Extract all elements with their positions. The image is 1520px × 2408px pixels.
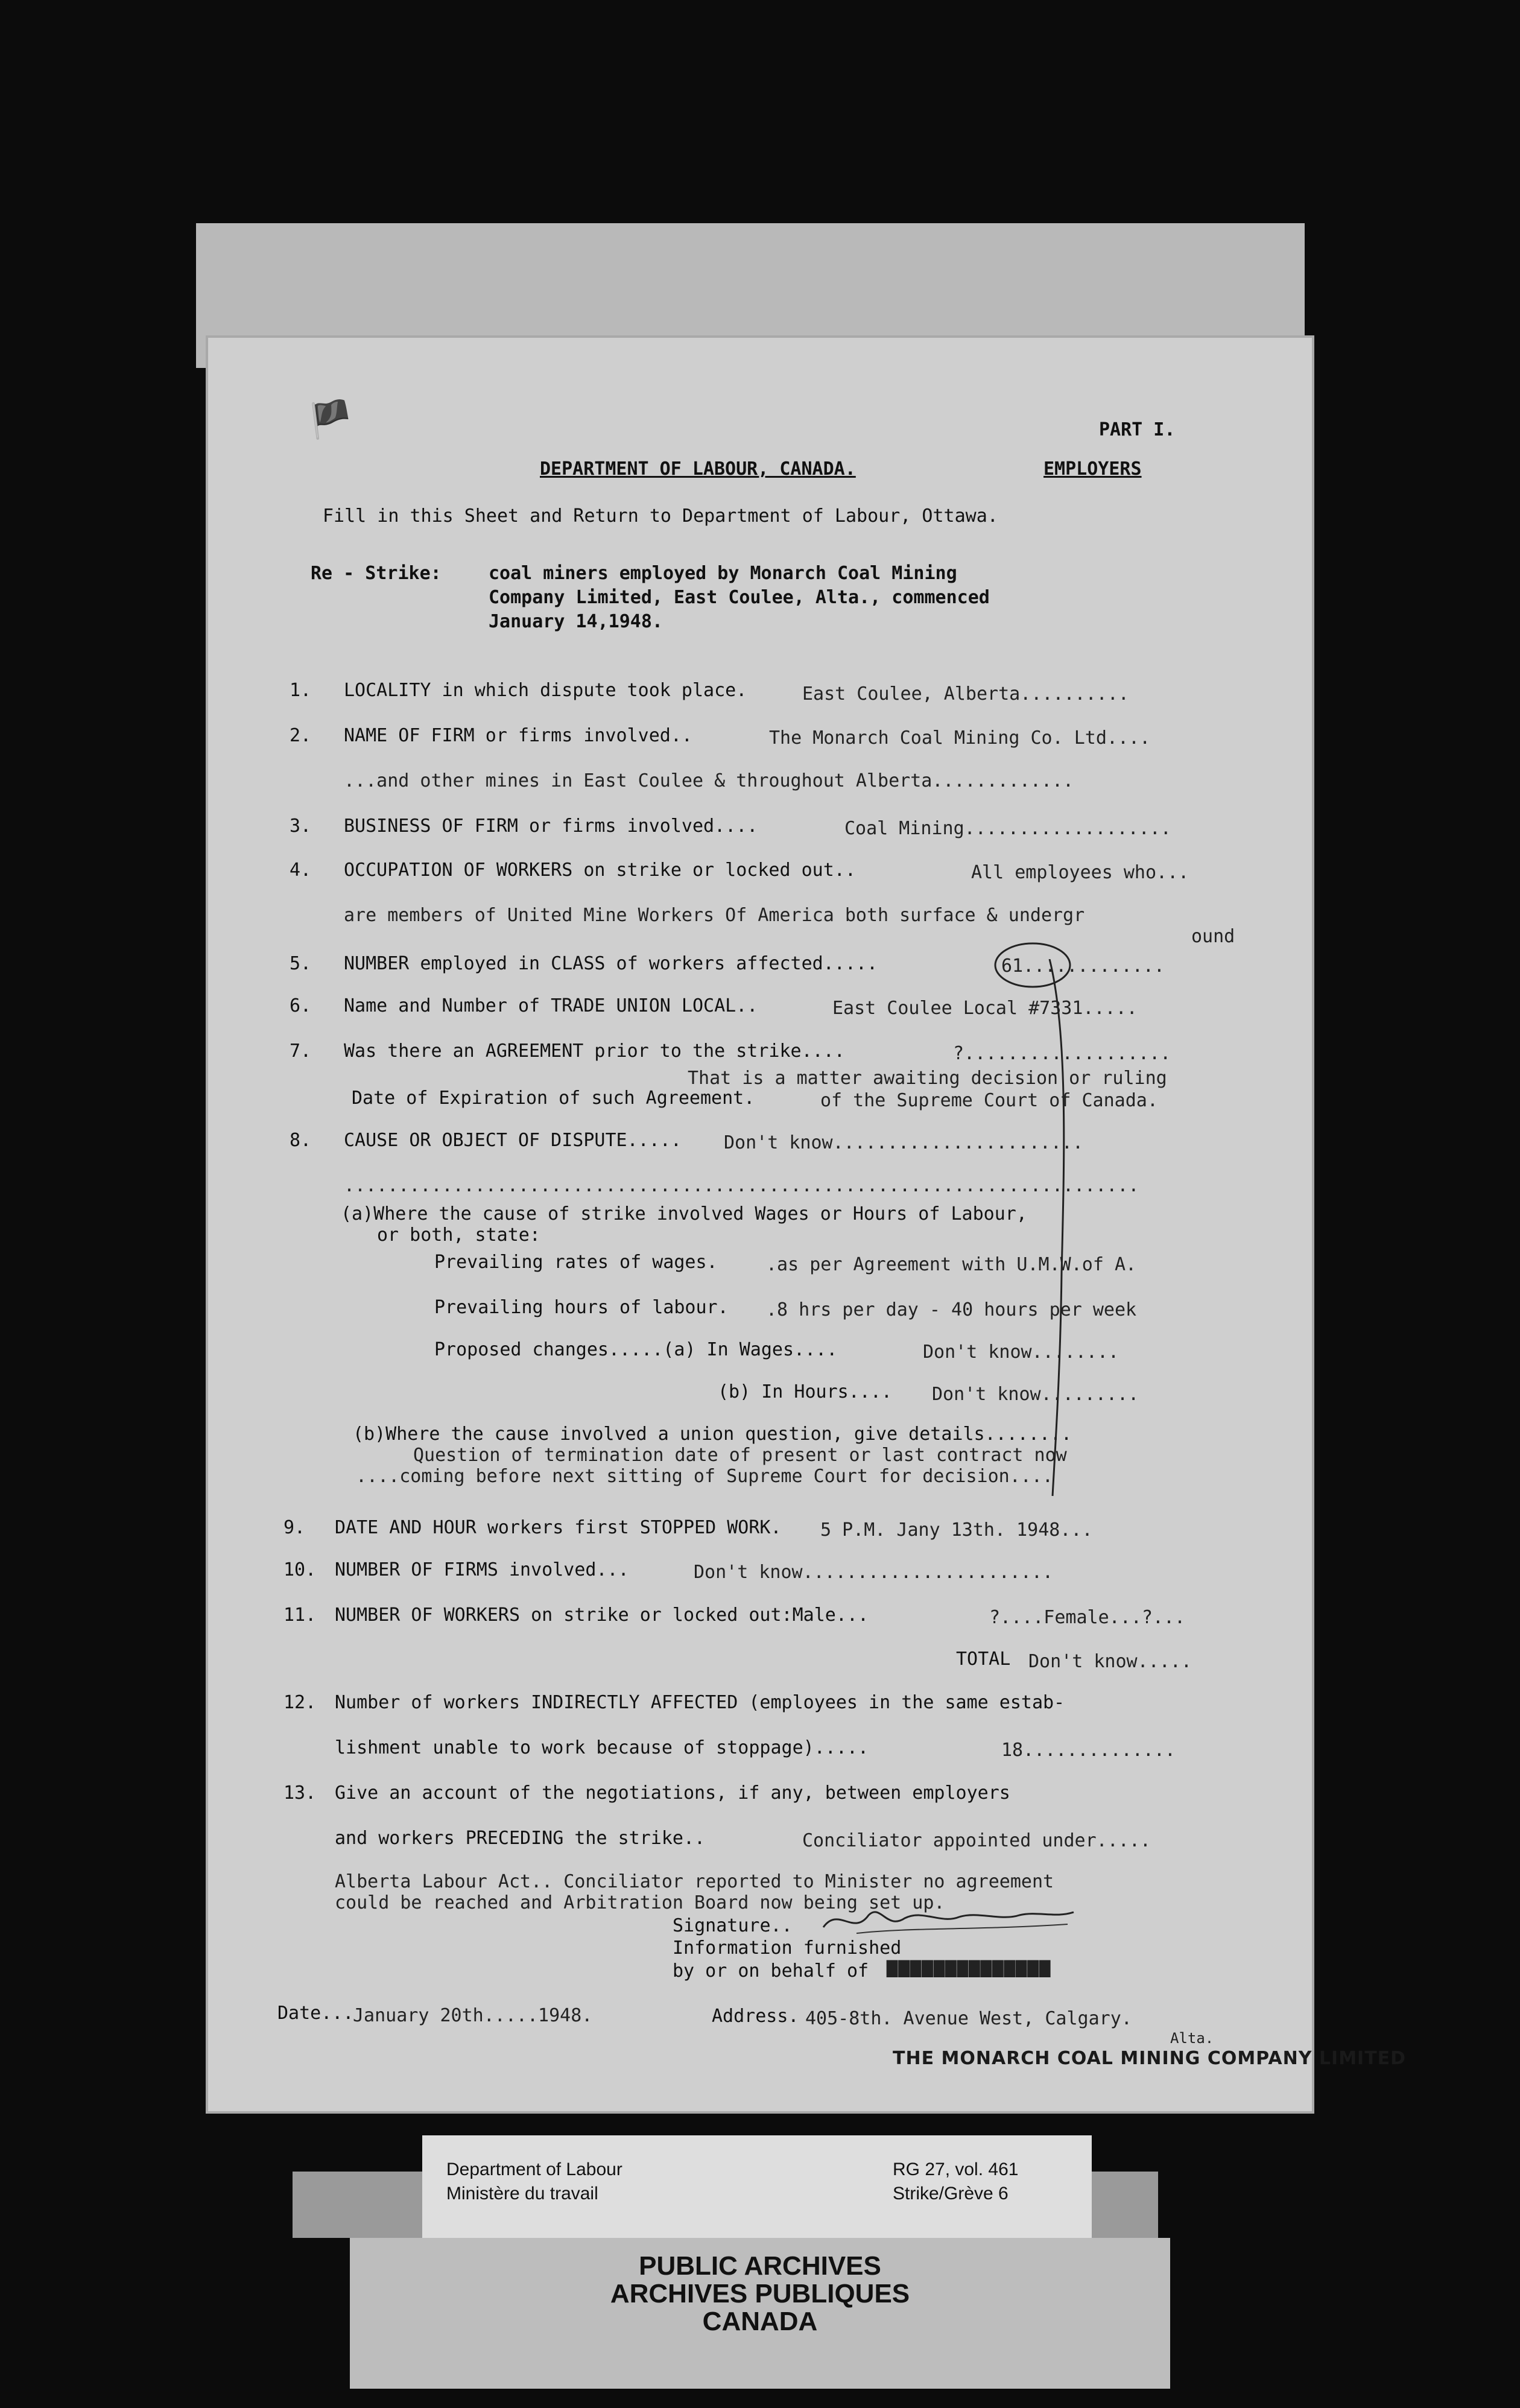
locality-label: LOCALITY in which dispute took place. [344, 680, 747, 701]
item-number: 11. [283, 1605, 317, 1626]
proposed-changes-label: Proposed changes.....(a) In Wages.... [434, 1339, 838, 1360]
cause-dots: ......................................................................... [344, 1175, 1139, 1196]
stopped-work-value: 5 P.M. Jany 13th. 1948... [820, 1519, 1093, 1541]
wages-hours-label: (a)Where the cause of strike involved Wages or Hours of Labour, [341, 1203, 1027, 1225]
hours-label: Prevailing hours of labour. [434, 1297, 729, 1318]
date-value: January 20th.....1948. [353, 2005, 593, 2026]
proposed-wages-value: Don't know........ [923, 1342, 1119, 1363]
archive-line-1: PUBLIC ARCHIVES [639, 2251, 881, 2281]
workers-label: NUMBER OF WORKERS on strike or locked out:Male... [335, 1605, 869, 1626]
firms-involved-value: Don't know....................... [694, 1562, 1054, 1583]
department-en: Department of Labour [446, 2159, 622, 2179]
archive-label-card [422, 2135, 1092, 2238]
negotiations-label-2: and workers PRECEDING the strike.. [335, 1828, 706, 1849]
strike-number: Strike/Grève 6 [893, 2184, 1009, 2204]
item-number: 2. [290, 725, 312, 746]
item-number: 8. [290, 1130, 312, 1151]
hand-drawn-line [1043, 959, 1092, 1502]
instruction-line: Fill in this Sheet and Return to Department of Labour, Ottawa. [323, 505, 998, 527]
info-furnished-label: Information furnished [673, 1937, 902, 1959]
cause-label: CAUSE OR OBJECT OF DISPUTE..... [344, 1130, 682, 1151]
employers-label: EMPLOYERS [1043, 458, 1142, 480]
department-fr: Ministère du travail [446, 2184, 598, 2204]
agreement-label: Was there an AGREEMENT prior to the strike.... [344, 1041, 845, 1062]
occupation-label: OCCUPATION OF WORKERS on strike or locked out.. [344, 860, 856, 881]
proposed-hours-value: Don't know......... [932, 1384, 1139, 1405]
expiration-value: of the Supreme Court of Canada. [820, 1090, 1158, 1111]
item-number: 10. [283, 1559, 317, 1580]
company-stamp: THE MONARCH COAL MINING COMPANY LIMITED [893, 2048, 1407, 2069]
label-tab-right [1092, 2172, 1158, 2238]
proposed-hours-label: (b) In Hours.... [718, 1381, 892, 1402]
archive-line-3: CANADA [702, 2307, 818, 2336]
address-value: 405-8th. Avenue West, Calgary. [805, 2008, 1132, 2029]
stopped-work-label: DATE AND HOUR workers first STOPPED WORK. [335, 1517, 782, 1538]
indirectly-affected-value: 18.............. [1001, 1740, 1176, 1761]
re-label: Re - Strike: [311, 563, 442, 584]
hours-value: .8 hrs per day - 40 hours per week [766, 1299, 1137, 1320]
item-number: 3. [290, 816, 312, 837]
rates-label: Prevailing rates of wages. [434, 1252, 718, 1273]
occupation-value: All employees who... [971, 862, 1189, 883]
date-label: Date... [277, 2003, 354, 2024]
firm-name-value: The Monarch Coal Mining Co. Ltd.... [769, 727, 1151, 749]
re-line-3: January 14,1948. [489, 611, 663, 632]
signature-label: Signature.. [673, 1915, 793, 1936]
handwritten-signature [820, 1900, 1080, 1942]
expiration-label: Date of Expiration of such Agreement. [352, 1088, 755, 1109]
department-title: DEPARTMENT OF LABOUR, CANADA. [540, 458, 856, 480]
re-line-1: coal miners employed by Monarch Coal Mining [489, 563, 957, 584]
on-behalf-label: by or on behalf of [673, 1960, 869, 1982]
item-number: 13. [283, 1782, 317, 1804]
workers-value: ?....Female...?... [989, 1607, 1186, 1628]
trade-union-label: Name and Number of TRADE UNION LOCAL.. [344, 995, 758, 1016]
firms-involved-label: NUMBER OF FIRMS involved... [335, 1559, 629, 1580]
item-number: 12. [283, 1692, 317, 1713]
business-label: BUSINESS OF FIRM or firms involved.... [344, 816, 758, 837]
negotiations-value-3: could be reached and Arbitration Board now being set up. [335, 1892, 945, 1913]
item-number: 9. [283, 1517, 306, 1538]
paper-clip-icon: 🏴 [308, 399, 353, 441]
number-employed-label: NUMBER employed in CLASS of workers affected..... [344, 953, 878, 974]
firm-name-label: NAME OF FIRM or firms involved.. [344, 725, 692, 746]
agreement-note: That is a matter awaiting decision or ruling [688, 1068, 1167, 1089]
item-number: 7. [290, 1041, 312, 1062]
occupation-continuation-2: ound [1191, 926, 1235, 947]
occupation-continuation: are members of United Mine Workers Of America both surface & undergr [344, 905, 1085, 926]
total-label: TOTAL [956, 1649, 1011, 1670]
label-tab-left [293, 2172, 422, 2238]
item-number: 4. [290, 860, 312, 881]
union-question-value-1: Question of termination date of present or last contract now [413, 1445, 1067, 1466]
cause-value: Don't know....................... [724, 1132, 1084, 1153]
province-value: Alta. [1170, 2030, 1214, 2047]
number-employed-value: 61............. [1001, 955, 1165, 977]
firm-name-continuation: ...and other mines in East Coulee & throughout Alberta............. [344, 770, 1074, 791]
indirectly-affected-label-2: lishment unable to work because of stoppage)..... [335, 1737, 869, 1758]
address-label: Address. [712, 2006, 799, 2027]
wages-hours-label-2: or both, state: [377, 1225, 540, 1246]
company-stamp-faint: ██████████████ [887, 1960, 1051, 1977]
business-value: Coal Mining................... [844, 818, 1171, 839]
item-number: 1. [290, 680, 312, 701]
item-number: 5. [290, 953, 312, 974]
negotiations-value-2: Alberta Labour Act.. Conciliator reported to Minister no agreement [335, 1871, 1054, 1892]
locality-value: East Coulee, Alberta.......... [802, 683, 1129, 705]
item-number: 6. [290, 995, 312, 1016]
archive-line-2: ARCHIVES PUBLIQUES [610, 2279, 910, 2308]
negotiations-value-1: Conciliator appointed under..... [802, 1830, 1151, 1851]
negotiations-label: Give an account of the negotiations, if any, between employers [335, 1782, 1010, 1804]
archive-stamp [350, 2238, 1170, 2389]
record-group: RG 27, vol. 461 [893, 2159, 1019, 2179]
rates-value: .as per Agreement with U.M.W.of A. [766, 1254, 1137, 1275]
union-question-value-2: ....coming before next sitting of Supreme Court for decision.... [356, 1466, 1053, 1487]
indirectly-affected-label: Number of workers INDIRECTLY AFFECTED (employees in the same estab- [335, 1692, 1065, 1713]
union-question-label: (b)Where the cause involved a union question, give details........ [353, 1424, 1072, 1445]
trade-union-value: East Coulee Local #7331..... [832, 998, 1138, 1019]
agreement-value: ?................... [953, 1043, 1171, 1064]
re-line-2: Company Limited, East Coulee, Alta., commenced [489, 587, 990, 608]
part-label: PART I. [1099, 419, 1176, 440]
total-value: Don't know..... [1028, 1651, 1192, 1672]
